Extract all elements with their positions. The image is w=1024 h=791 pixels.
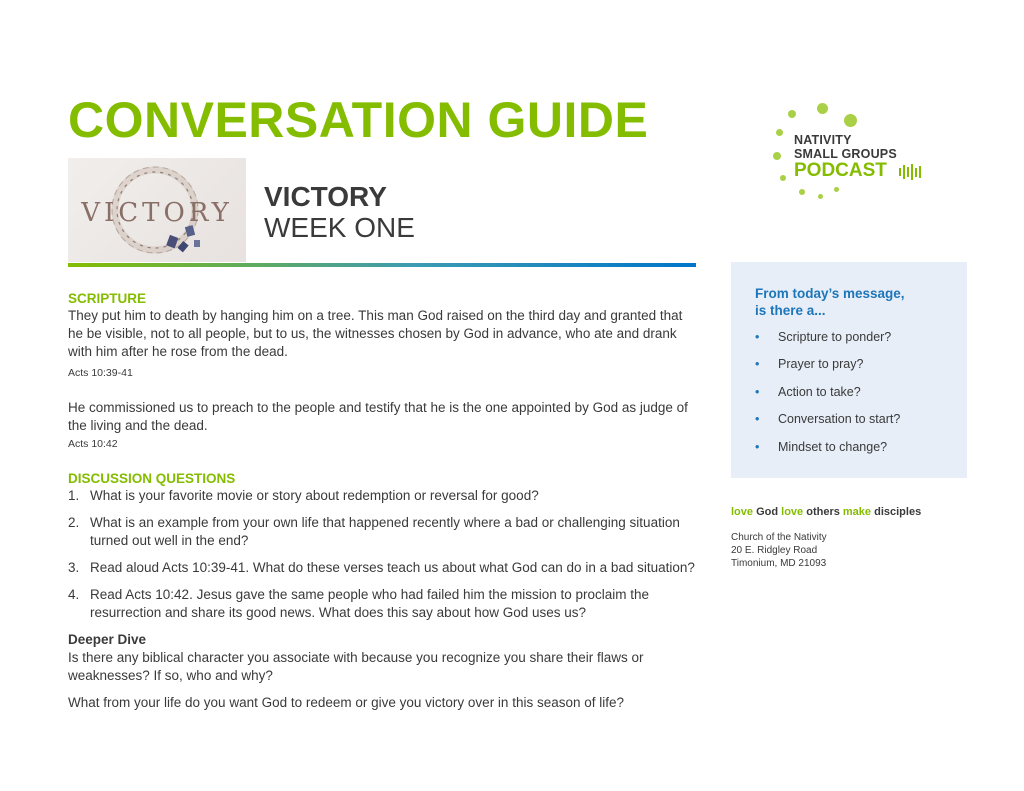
sidebar-heading (755, 285, 905, 319)
scripture-reference: Acts 10:42 (68, 438, 118, 450)
question-item (68, 487, 700, 505)
sidebar-item (755, 439, 900, 466)
thorn-wreath-icon (68, 158, 246, 262)
question-item (68, 586, 700, 622)
question-item (68, 514, 700, 550)
deeper-dive-question: Is there any biblical character you associate with because you recognize you share their flaws or weaknesses? If so, who and why? (68, 650, 644, 683)
deeper-dive-question: What from your life do you want God to redeem or give you victory over in this season of life? (68, 695, 625, 710)
discussion-heading: DISCUSSION QUESTIONS (68, 471, 236, 486)
bullet-icon: • (755, 384, 760, 399)
week-label: WEEK ONE (264, 212, 415, 243)
church-tagline (731, 505, 921, 519)
question-number: 2. (68, 515, 80, 530)
tagline-word: love (781, 506, 804, 518)
header-divider (68, 263, 696, 267)
question-item (68, 559, 700, 577)
bullet-icon: • (755, 330, 760, 344)
series-title: VICTORY (264, 181, 387, 212)
tagline-word: love (731, 506, 754, 518)
sidebar-item-label: Scripture to ponder? (778, 330, 892, 344)
sidebar-list (755, 329, 900, 466)
address-line: Church of the Nativity (731, 532, 827, 543)
series-image (68, 158, 246, 262)
sidebar-heading-line: is there a... (755, 303, 826, 318)
sidebar-heading-line: From today’s message, (755, 286, 905, 301)
address-line: Timonium, MD 21093 (731, 558, 827, 569)
scripture-reference: Acts 10:39-41 (68, 367, 133, 379)
series-image-text: VICTORY (81, 198, 233, 228)
tagline-word: make (842, 506, 872, 518)
bullet-icon: • (755, 357, 760, 372)
question-number: 4. (68, 587, 80, 602)
bullet-icon: • (755, 439, 760, 454)
sidebar-item (755, 384, 900, 411)
sidebar-item-label: Action to take? (778, 384, 861, 399)
bullet-icon: • (755, 412, 760, 427)
page-title: CONVERSATION GUIDE (68, 92, 649, 148)
sound-wave-icon (899, 164, 921, 180)
logo-line-2: SMALL GROUPS (794, 147, 897, 161)
logo-line-1: NATIVITY (794, 133, 852, 147)
deeper-dive-heading: Deeper Dive (68, 632, 147, 647)
question-text: What is an example from your own life that happened recently where a bad or challenging situation turned out well in the end? (90, 515, 680, 548)
tagline-word: God (756, 506, 779, 518)
question-text: Read aloud Acts 10:39-41. What do these verses teach us about what God can do in a bad situation? (90, 560, 695, 575)
question-list (68, 487, 700, 622)
tagline-word: others (806, 506, 840, 518)
reflection-sidebar (731, 262, 967, 478)
sidebar-item-label: Conversation to start? (778, 412, 901, 427)
scripture-passage: They put him to death by hanging him on a tree. This man God raised on the third day and granted that he be visible, not to all people, but to us, the witnesses chosen by God in advance, who ate and drank with him after he rose from the dead. (68, 308, 683, 359)
question-number: 1. (68, 488, 80, 503)
sidebar-item-label: Prayer to pray? (778, 357, 864, 372)
scripture-passage: He commissioned us to preach to the people and testify that he is the one appointed by God as judge of the living and the dead. (68, 400, 688, 433)
scripture-heading: SCRIPTURE (68, 291, 147, 306)
logo-line-3: PODCAST (794, 160, 887, 181)
question-text: Read Acts 10:42. Jesus gave the same people who had failed him the mission to proclaim the resurrection and share its good news. What does this say about how God uses us? (90, 587, 650, 620)
sidebar-item (755, 411, 900, 438)
sidebar-item (755, 356, 900, 383)
main-content (68, 290, 700, 712)
question-number: 3. (68, 560, 80, 575)
sidebar-item-label: Mindset to change? (778, 439, 888, 454)
church-address (731, 531, 827, 570)
tagline-word: disciples (874, 506, 922, 518)
question-text: What is your favorite movie or story about redemption or reversal for good? (90, 488, 539, 503)
sidebar-item (755, 329, 900, 356)
podcast-logo (768, 100, 938, 205)
address-line: 20 E. Ridgley Road (731, 545, 818, 556)
